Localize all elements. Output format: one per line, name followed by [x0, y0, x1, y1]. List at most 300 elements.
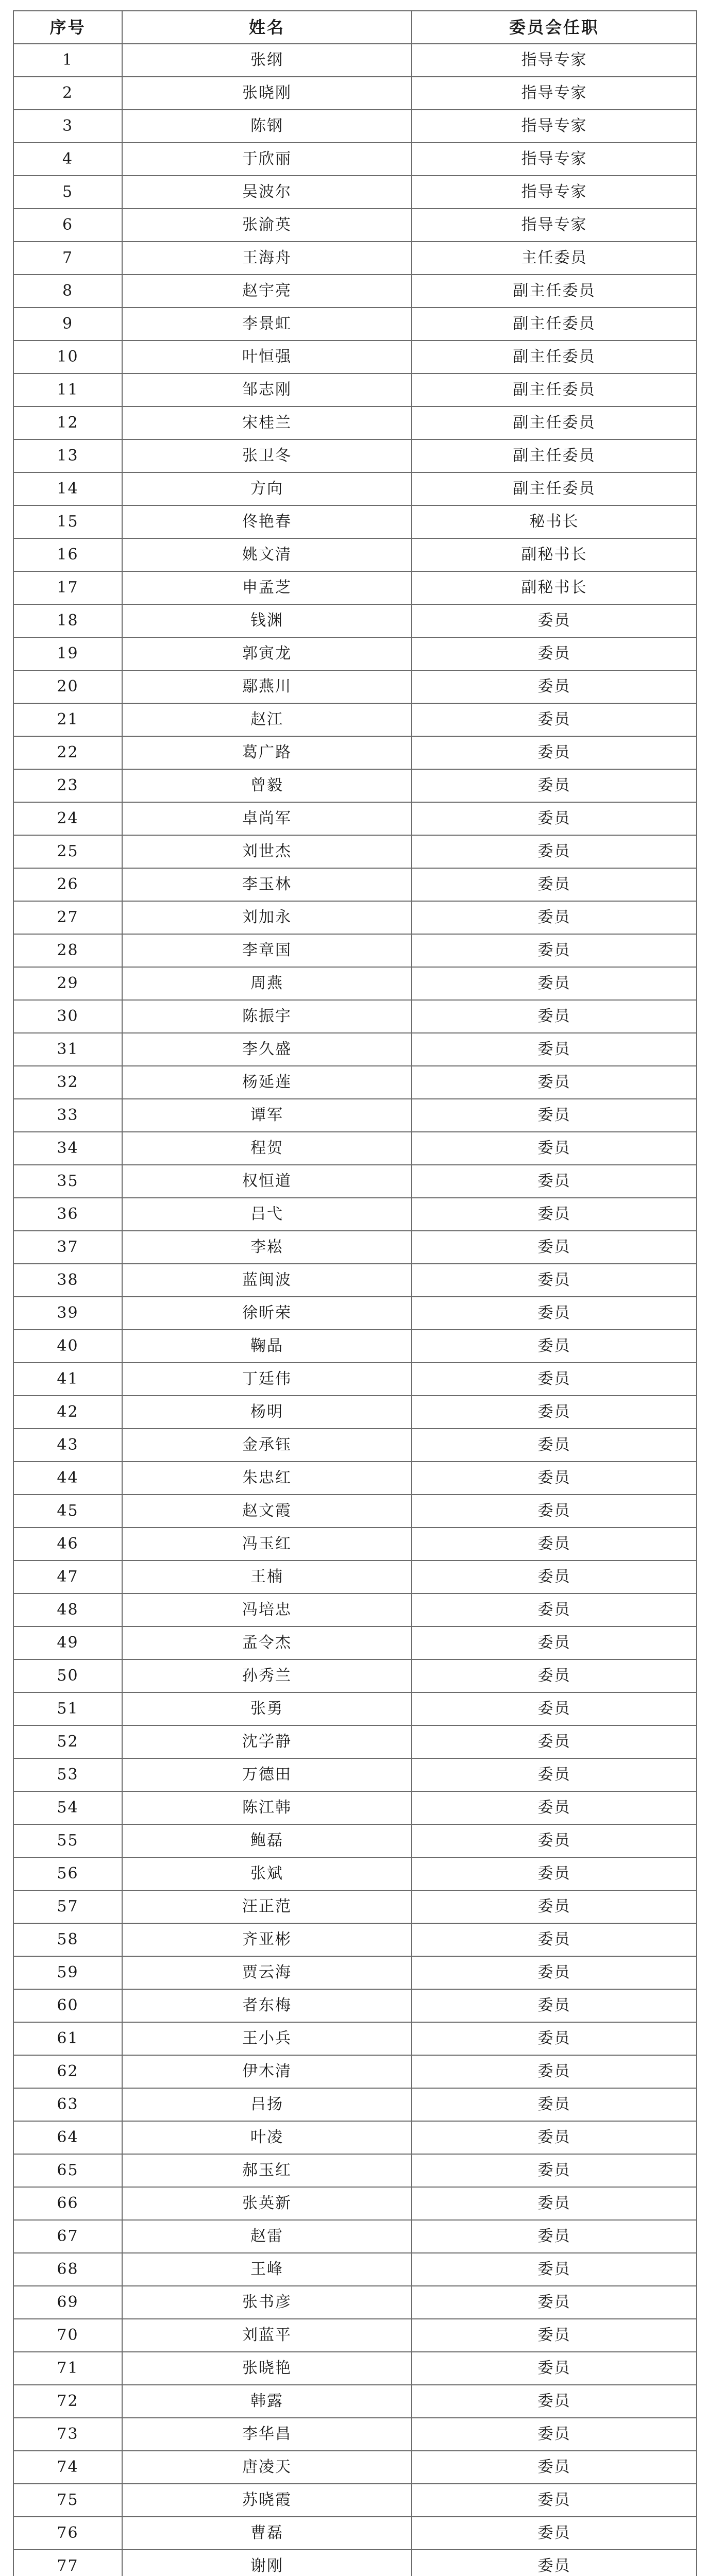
table-row	[13, 2088, 697, 2121]
member-name: 谭军	[122, 1099, 412, 1132]
table-row	[13, 1758, 697, 1791]
member-position: 委员	[412, 1528, 697, 1561]
table-row	[13, 44, 697, 77]
member-position: 秘书长	[412, 505, 697, 538]
table-row	[13, 1000, 697, 1033]
member-position: 委员	[412, 1594, 697, 1626]
member-name: 万德田	[122, 1758, 412, 1791]
table-row	[13, 2352, 697, 2385]
row-number: 62	[13, 2055, 122, 2088]
member-name: 张渝英	[122, 209, 412, 242]
table-row	[13, 1890, 697, 1923]
member-position: 委员	[412, 1659, 697, 1692]
table-row	[13, 1923, 697, 1956]
row-number: 57	[13, 1890, 122, 1923]
table-row	[13, 1099, 697, 1132]
member-position: 委员	[412, 1132, 697, 1165]
member-position: 委员	[412, 1890, 697, 1923]
row-number: 55	[13, 1824, 122, 1857]
row-number: 33	[13, 1099, 122, 1132]
table-row	[13, 110, 697, 143]
table-row	[13, 1857, 697, 1890]
row-number: 65	[13, 2154, 122, 2187]
member-position: 委员	[412, 1099, 697, 1132]
member-position: 委员	[412, 1989, 697, 2022]
member-name: 张晓刚	[122, 77, 412, 110]
row-number: 74	[13, 2451, 122, 2484]
member-name: 姚文清	[122, 538, 412, 571]
table-row	[13, 1989, 697, 2022]
table-row	[13, 2187, 697, 2220]
member-name: 申孟芝	[122, 571, 412, 604]
row-number: 56	[13, 1857, 122, 1890]
member-position: 委员	[412, 1923, 697, 1956]
member-name: 蓝闽波	[122, 1264, 412, 1297]
member-name: 李崧	[122, 1231, 412, 1264]
table-row	[13, 308, 697, 341]
member-position: 委员	[412, 1429, 697, 1462]
member-position: 委员	[412, 1791, 697, 1824]
member-position: 委员	[412, 1396, 697, 1429]
member-name: 鄢燕川	[122, 670, 412, 703]
member-position: 委员	[412, 1330, 697, 1363]
member-name: 沈学静	[122, 1725, 412, 1758]
member-name: 韩露	[122, 2385, 412, 2418]
member-position: 委员	[412, 2451, 697, 2484]
member-name: 周燕	[122, 967, 412, 1000]
member-position: 委员	[412, 2418, 697, 2451]
row-number: 41	[13, 1363, 122, 1396]
member-position: 委员	[412, 934, 697, 967]
member-position: 委员	[412, 967, 697, 1000]
row-number: 17	[13, 571, 122, 604]
row-number: 42	[13, 1396, 122, 1429]
member-position: 委员	[412, 2154, 697, 2187]
member-name: 杨延莲	[122, 1066, 412, 1099]
member-position: 委员	[412, 2286, 697, 2319]
member-name: 赵江	[122, 703, 412, 736]
member-position: 委员	[412, 835, 697, 868]
table-row	[13, 406, 697, 439]
row-number: 45	[13, 1495, 122, 1528]
row-number: 51	[13, 1692, 122, 1725]
member-name: 金承钰	[122, 1429, 412, 1462]
table-row	[13, 1626, 697, 1659]
member-position: 委员	[412, 2385, 697, 2418]
row-number: 23	[13, 769, 122, 802]
member-position: 委员	[412, 1692, 697, 1725]
member-name: 吕弋	[122, 1198, 412, 1231]
table-row	[13, 967, 697, 1000]
table-row	[13, 2253, 697, 2286]
row-number: 21	[13, 703, 122, 736]
member-name: 陈钢	[122, 110, 412, 143]
table-row	[13, 670, 697, 703]
row-number: 12	[13, 406, 122, 439]
member-name: 郭寅龙	[122, 637, 412, 670]
member-position: 副主任委员	[412, 439, 697, 472]
member-name: 权恒道	[122, 1165, 412, 1198]
member-name: 苏晓霞	[122, 2484, 412, 2517]
table-row	[13, 505, 697, 538]
table-row	[13, 901, 697, 934]
row-number: 27	[13, 901, 122, 934]
member-name: 葛广路	[122, 736, 412, 769]
member-position: 副秘书长	[412, 538, 697, 571]
row-number: 70	[13, 2319, 122, 2352]
row-number: 5	[13, 176, 122, 209]
table-row	[13, 2550, 697, 2576]
table-row	[13, 1033, 697, 1066]
member-name: 丁廷伟	[122, 1363, 412, 1396]
member-position: 委员	[412, 1561, 697, 1594]
table-row	[13, 1528, 697, 1561]
member-name: 郝玉红	[122, 2154, 412, 2187]
table-row	[13, 934, 697, 967]
member-position: 委员	[412, 2121, 697, 2154]
table-row	[13, 1198, 697, 1231]
member-position: 委员	[412, 2088, 697, 2121]
table-row	[13, 1264, 697, 1297]
table-row	[13, 1396, 697, 1429]
row-number: 15	[13, 505, 122, 538]
row-number: 26	[13, 868, 122, 901]
table-row	[13, 2121, 697, 2154]
member-position: 委员	[412, 2253, 697, 2286]
member-name: 朱忠红	[122, 1462, 412, 1495]
table-row	[13, 1462, 697, 1495]
row-number: 72	[13, 2385, 122, 2418]
member-name: 唐凌天	[122, 2451, 412, 2484]
member-name: 杨明	[122, 1396, 412, 1429]
row-number: 18	[13, 604, 122, 637]
row-number: 4	[13, 143, 122, 176]
committee-table-container	[13, 10, 696, 2576]
member-name: 伊木清	[122, 2055, 412, 2088]
member-name: 吴波尔	[122, 176, 412, 209]
table-row	[13, 242, 697, 275]
row-number: 46	[13, 1528, 122, 1561]
member-position: 委员	[412, 1066, 697, 1099]
member-name: 陈江韩	[122, 1791, 412, 1824]
member-position: 委员	[412, 802, 697, 835]
table-row	[13, 1659, 697, 1692]
member-name: 李华昌	[122, 2418, 412, 2451]
row-number: 68	[13, 2253, 122, 2286]
table-row	[13, 2385, 697, 2418]
member-name: 王海舟	[122, 242, 412, 275]
row-number: 6	[13, 209, 122, 242]
member-position: 副主任委员	[412, 472, 697, 505]
row-number: 2	[13, 77, 122, 110]
row-number: 13	[13, 439, 122, 472]
member-name: 方向	[122, 472, 412, 505]
row-number: 1	[13, 44, 122, 77]
table-row	[13, 703, 697, 736]
row-number: 63	[13, 2088, 122, 2121]
member-name: 王小兵	[122, 2022, 412, 2055]
member-position: 委员	[412, 2517, 697, 2550]
member-position: 委员	[412, 703, 697, 736]
member-name: 钱渊	[122, 604, 412, 637]
member-name: 刘加永	[122, 901, 412, 934]
member-position: 指导专家	[412, 44, 697, 77]
member-name: 李景虹	[122, 308, 412, 341]
member-name: 卓尚军	[122, 802, 412, 835]
table-row	[13, 835, 697, 868]
row-number: 25	[13, 835, 122, 868]
member-name: 赵宇亮	[122, 275, 412, 308]
member-position: 委员	[412, 2352, 697, 2385]
row-number: 10	[13, 341, 122, 374]
table-row	[13, 374, 697, 406]
table-row	[13, 2517, 697, 2550]
row-number: 76	[13, 2517, 122, 2550]
row-number: 8	[13, 275, 122, 308]
member-name: 李玉林	[122, 868, 412, 901]
member-name: 于欣丽	[122, 143, 412, 176]
row-number: 11	[13, 374, 122, 406]
row-number: 58	[13, 1923, 122, 1956]
table-row	[13, 439, 697, 472]
member-position: 指导专家	[412, 209, 697, 242]
table-row	[13, 571, 697, 604]
member-position: 委员	[412, 670, 697, 703]
member-name: 齐亚彬	[122, 1923, 412, 1956]
row-number: 7	[13, 242, 122, 275]
row-number: 43	[13, 1429, 122, 1462]
member-position: 委员	[412, 769, 697, 802]
row-number: 38	[13, 1264, 122, 1297]
member-name: 曾毅	[122, 769, 412, 802]
row-number: 50	[13, 1659, 122, 1692]
row-number: 48	[13, 1594, 122, 1626]
header-row	[13, 11, 697, 44]
table-row	[13, 1066, 697, 1099]
member-position: 委员	[412, 736, 697, 769]
member-position: 委员	[412, 1165, 697, 1198]
row-number: 75	[13, 2484, 122, 2517]
member-position: 委员	[412, 1297, 697, 1330]
table-row	[13, 143, 697, 176]
member-name: 叶恒强	[122, 341, 412, 374]
row-number: 36	[13, 1198, 122, 1231]
member-name: 佟艳春	[122, 505, 412, 538]
member-position: 委员	[412, 1626, 697, 1659]
member-name: 曹磊	[122, 2517, 412, 2550]
table-row	[13, 2154, 697, 2187]
table-row	[13, 1165, 697, 1198]
member-name: 张英新	[122, 2187, 412, 2220]
row-number: 67	[13, 2220, 122, 2253]
row-number: 3	[13, 110, 122, 143]
member-name: 孟令杰	[122, 1626, 412, 1659]
row-number: 34	[13, 1132, 122, 1165]
member-position: 委员	[412, 901, 697, 934]
row-number: 52	[13, 1725, 122, 1758]
table-row	[13, 1231, 697, 1264]
member-name: 鞠晶	[122, 1330, 412, 1363]
table-row	[13, 341, 697, 374]
member-position: 指导专家	[412, 176, 697, 209]
member-name: 赵文霞	[122, 1495, 412, 1528]
member-position: 副秘书长	[412, 571, 697, 604]
member-position: 委员	[412, 1956, 697, 1989]
table-row	[13, 1594, 697, 1626]
member-position: 委员	[412, 1198, 697, 1231]
table-row	[13, 2451, 697, 2484]
table-row	[13, 1956, 697, 1989]
member-name: 程贺	[122, 1132, 412, 1165]
table-row	[13, 1297, 697, 1330]
table-row	[13, 275, 697, 308]
table-row	[13, 2055, 697, 2088]
member-position: 委员	[412, 1363, 697, 1396]
member-name: 刘世杰	[122, 835, 412, 868]
row-number: 24	[13, 802, 122, 835]
member-position: 委员	[412, 2550, 697, 2576]
table-row	[13, 2484, 697, 2517]
row-number: 29	[13, 967, 122, 1000]
table-row	[13, 1495, 697, 1528]
member-position: 指导专家	[412, 110, 697, 143]
member-position: 委员	[412, 1033, 697, 1066]
row-number: 37	[13, 1231, 122, 1264]
table-row	[13, 1791, 697, 1824]
member-position: 委员	[412, 1824, 697, 1857]
row-number: 66	[13, 2187, 122, 2220]
table-body	[13, 44, 697, 2576]
row-number: 64	[13, 2121, 122, 2154]
committee-members-table	[13, 10, 697, 2576]
table-row	[13, 1561, 697, 1594]
member-position: 委员	[412, 2484, 697, 2517]
member-name: 鲍磊	[122, 1824, 412, 1857]
member-name: 冯培忠	[122, 1594, 412, 1626]
table-row	[13, 769, 697, 802]
member-name: 张晓艳	[122, 2352, 412, 2385]
row-number: 49	[13, 1626, 122, 1659]
table-row	[13, 604, 697, 637]
member-name: 张书彦	[122, 2286, 412, 2319]
member-name: 赵雷	[122, 2220, 412, 2253]
member-position: 委员	[412, 1495, 697, 1528]
row-number: 73	[13, 2418, 122, 2451]
table-row	[13, 637, 697, 670]
table-row	[13, 77, 697, 110]
row-number: 35	[13, 1165, 122, 1198]
table-row	[13, 209, 697, 242]
member-name: 邹志刚	[122, 374, 412, 406]
member-position: 委员	[412, 637, 697, 670]
table-row	[13, 802, 697, 835]
table-row	[13, 538, 697, 571]
row-number: 60	[13, 1989, 122, 2022]
member-position: 委员	[412, 1758, 697, 1791]
member-name: 者东梅	[122, 1989, 412, 2022]
table-row	[13, 1132, 697, 1165]
table-row	[13, 1824, 697, 1857]
member-position: 副主任委员	[412, 374, 697, 406]
member-name: 张纲	[122, 44, 412, 77]
table-row	[13, 2418, 697, 2451]
member-position: 委员	[412, 1462, 697, 1495]
row-number: 53	[13, 1758, 122, 1791]
member-name: 张卫冬	[122, 439, 412, 472]
member-name: 王楠	[122, 1561, 412, 1594]
member-name: 李久盛	[122, 1033, 412, 1066]
table-row	[13, 2286, 697, 2319]
member-name: 汪正范	[122, 1890, 412, 1923]
member-name: 贾云海	[122, 1956, 412, 1989]
member-name: 李章国	[122, 934, 412, 967]
table-row	[13, 736, 697, 769]
row-number: 54	[13, 1791, 122, 1824]
table-row	[13, 1330, 697, 1363]
row-number: 14	[13, 472, 122, 505]
member-position: 指导专家	[412, 77, 697, 110]
table-header	[13, 11, 697, 44]
row-number: 28	[13, 934, 122, 967]
row-number: 30	[13, 1000, 122, 1033]
member-position: 委员	[412, 2220, 697, 2253]
row-number: 40	[13, 1330, 122, 1363]
header-number: 序号	[13, 11, 122, 44]
row-number: 39	[13, 1297, 122, 1330]
member-name: 王峰	[122, 2253, 412, 2286]
row-number: 69	[13, 2286, 122, 2319]
table-row	[13, 1692, 697, 1725]
member-position: 副主任委员	[412, 308, 697, 341]
row-number: 19	[13, 637, 122, 670]
member-name: 叶凌	[122, 2121, 412, 2154]
member-name: 宋桂兰	[122, 406, 412, 439]
member-position: 委员	[412, 2187, 697, 2220]
table-row	[13, 1429, 697, 1462]
member-name: 谢刚	[122, 2550, 412, 2576]
table-row	[13, 1725, 697, 1758]
member-position: 副主任委员	[412, 341, 697, 374]
member-name: 冯玉红	[122, 1528, 412, 1561]
table-row	[13, 2022, 697, 2055]
row-number: 9	[13, 308, 122, 341]
member-position: 委员	[412, 1857, 697, 1890]
member-position: 副主任委员	[412, 275, 697, 308]
row-number: 71	[13, 2352, 122, 2385]
row-number: 32	[13, 1066, 122, 1099]
row-number: 16	[13, 538, 122, 571]
row-number: 47	[13, 1561, 122, 1594]
table-row	[13, 2220, 697, 2253]
member-name: 张斌	[122, 1857, 412, 1890]
member-position: 副主任委员	[412, 406, 697, 439]
header-name: 姓名	[122, 11, 412, 44]
member-position: 委员	[412, 604, 697, 637]
member-position: 委员	[412, 1000, 697, 1033]
member-name: 徐昕荣	[122, 1297, 412, 1330]
member-name: 刘蓝平	[122, 2319, 412, 2352]
member-position: 委员	[412, 2022, 697, 2055]
table-row	[13, 2319, 697, 2352]
member-name: 孙秀兰	[122, 1659, 412, 1692]
row-number: 20	[13, 670, 122, 703]
table-row	[13, 176, 697, 209]
row-number: 77	[13, 2550, 122, 2576]
member-position: 委员	[412, 1264, 697, 1297]
row-number: 44	[13, 1462, 122, 1495]
member-position: 委员	[412, 2055, 697, 2088]
table-row	[13, 868, 697, 901]
